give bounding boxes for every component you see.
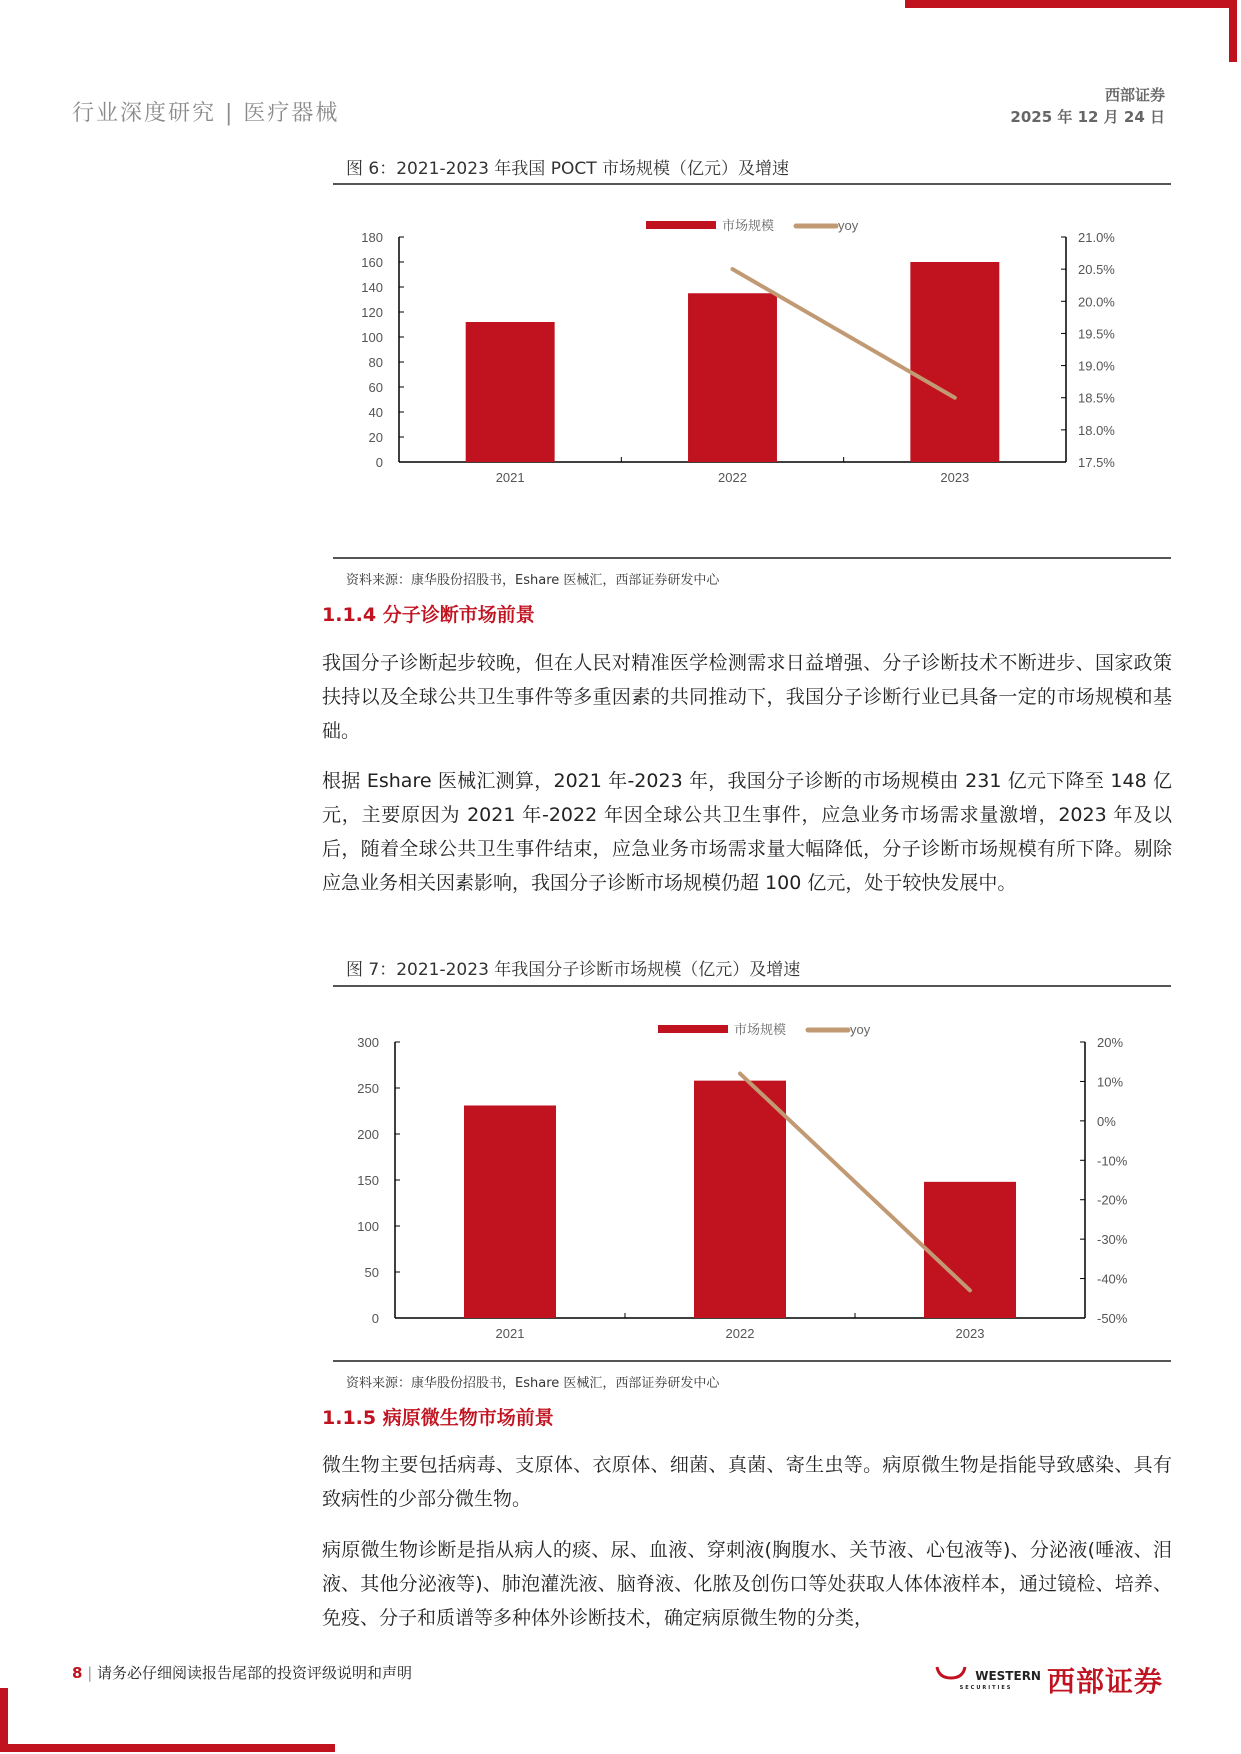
bar: [924, 1182, 1016, 1318]
paragraph: 病原微生物诊断是指从病人的痰、尿、血液、穿刺液(胸腹水、关节液、心包液等)、分泌液(唾液、泪液、其他分泌液等)、肺泡灌洗液、脑脊液、化脓及创伤口等处获取人体体液样本，通过镜检、培养、免疫、分子和质谱等多种体外诊断技术，确定病原微生物的分类，: [322, 1539, 1172, 1629]
figure-7-title: 图 7：2021-2023 年我国分子诊断市场规模（亿元）及增速: [346, 960, 801, 980]
y2-tick-label: 0%: [1097, 1113, 1116, 1129]
y-tick-label: 0: [375, 455, 383, 470]
paragraph: 微生物主要包括病毒、支原体、衣原体、细菌、真菌、寄生虫等。病原微生物是指能导致感染、具有致病性的少部分微生物。: [322, 1454, 1172, 1510]
bottom-accent-bar: [0, 1744, 335, 1752]
y-tick-label: 20: [368, 430, 383, 445]
figure-7-bottom-rule: [333, 1360, 1171, 1362]
y2-tick-label: 21.0%: [1078, 230, 1115, 245]
y-tick-label: 0: [371, 1311, 379, 1326]
y2-tick-label: -10%: [1097, 1153, 1128, 1169]
paragraph: 我国分子诊断起步较晚，但在人民对精准医学检测需求日益增强、分子诊断技术不断进步、国家政策扶持以及全球公共卫生事件等多重因素的共同推动下，我国分子诊断行业已具备一定的市场规模和基础。: [322, 652, 1172, 742]
poct-market-chart: [333, 200, 1171, 545]
x-tick-label: 2022: [718, 470, 747, 485]
bull-horns-icon: [931, 1666, 971, 1680]
figure-6-source: 资料来源：康华股份招股书，Eshare 医械汇，西部证券研发中心: [346, 573, 720, 588]
disclaimer-text: 请务必仔细阅读报告尾部的投资评级说明和声明: [97, 1664, 413, 1682]
paragraph: 根据 Eshare 医械汇测算，2021 年-2023 年，我国分子诊断的市场规模由 231 亿元下降至 148 亿元，主要原因为 2021 年-2022 年因全球公共卫生事件，应急业务市场需求量激增，2023 年及以后，随着全球公共卫生事件结束，应急业务市场需求量大幅降低，分子诊断市场规模有所下降。剔除应急业务相关因素影响，我国分子诊断市场规模仍超 100 亿元，处于较快发展中。: [322, 770, 1172, 894]
page-number: 8: [72, 1664, 83, 1682]
y2-tick-label: -30%: [1097, 1232, 1128, 1248]
footer-disclaimer: 8 | 请务必仔细阅读报告尾部的投资评级说明和声明: [72, 1664, 413, 1682]
y2-tick-label: 19.5%: [1078, 326, 1115, 342]
x-tick-label: 2023: [955, 1326, 985, 1341]
header-right: [1010, 84, 1165, 128]
legend-bar-swatch: [658, 1025, 728, 1033]
y-tick-label: 120: [361, 305, 383, 320]
bar: [694, 1081, 786, 1318]
report-category: 行业深度研究 | 医疗器械: [72, 101, 340, 126]
bottom-accent-bar-vertical: [0, 1688, 8, 1752]
x-tick-label: 2023: [940, 470, 970, 485]
y-tick-label: 50: [364, 1265, 379, 1280]
y-tick-label: 160: [361, 255, 383, 270]
x-tick-label: 2021: [495, 470, 525, 485]
figure-6-title: 图 6：2021-2023 年我国 POCT 市场规模（亿元）及增速: [346, 159, 789, 179]
bar: [910, 262, 999, 462]
y-tick-label: 150: [357, 1173, 379, 1188]
y2-tick-label: -50%: [1097, 1311, 1128, 1326]
report-date: 2025 年 12 月 24 日: [1010, 108, 1165, 126]
y-tick-label: 250: [357, 1081, 379, 1096]
legend-label: yoy: [838, 218, 859, 233]
bar: [464, 1105, 556, 1318]
y2-tick-label: 10%: [1097, 1074, 1124, 1090]
legend-label: yoy: [850, 1022, 871, 1037]
y-tick-label: 80: [368, 355, 383, 370]
y-tick-label: 180: [361, 230, 383, 245]
figure-7-top-rule: [333, 985, 1171, 987]
y2-tick-label: -40%: [1097, 1271, 1128, 1287]
y2-tick-label: 18.5%: [1078, 390, 1115, 406]
y-tick-label: 60: [368, 380, 383, 395]
y2-tick-label: 17.5%: [1078, 455, 1115, 470]
top-accent-bar: [905, 0, 1235, 8]
figure-6-bottom-rule: [333, 557, 1171, 559]
y2-tick-label: -20%: [1097, 1192, 1128, 1208]
figure-6-top-rule: [333, 183, 1171, 185]
y2-tick-label: 20%: [1097, 1035, 1124, 1050]
logo-chinese: 西部证券: [1046, 1665, 1163, 1698]
broker-name: 西部证券: [1104, 86, 1165, 104]
y-tick-label: 300: [357, 1035, 379, 1050]
logo-english: WESTERN SECURITIES: [931, 1666, 1041, 1694]
x-tick-label: 2022: [725, 1326, 755, 1341]
legend-bar-swatch: [646, 221, 716, 229]
top-accent-bar-vertical: [1229, 0, 1237, 62]
molecular-diagnosis-chart: [333, 1000, 1171, 1345]
y-tick-label: 200: [357, 1127, 379, 1142]
y2-tick-label: 18.0%: [1078, 422, 1115, 438]
y2-tick-label: 20.0%: [1078, 294, 1115, 310]
bar: [688, 293, 777, 462]
legend-label: 市场规模: [722, 218, 775, 233]
y-tick-label: 100: [361, 330, 383, 345]
x-tick-label: 2021: [495, 1326, 525, 1341]
y2-tick-label: 20.5%: [1078, 262, 1115, 278]
y2-tick-label: 19.0%: [1078, 358, 1115, 374]
section-heading-114: 1.1.4 分子诊断市场前景: [322, 604, 535, 626]
legend-label: 市场规模: [734, 1022, 787, 1037]
y-tick-label: 40: [368, 405, 383, 420]
section-heading-115: 1.1.5 病原微生物市场前景: [322, 1407, 554, 1429]
y-tick-label: 140: [361, 280, 383, 295]
figure-7-source: 资料来源：康华股份招股书，Eshare 医械汇，西部证券研发中心: [346, 1376, 720, 1391]
y-tick-label: 100: [357, 1219, 379, 1234]
company-logo: [931, 1660, 1163, 1700]
bar: [466, 322, 555, 462]
